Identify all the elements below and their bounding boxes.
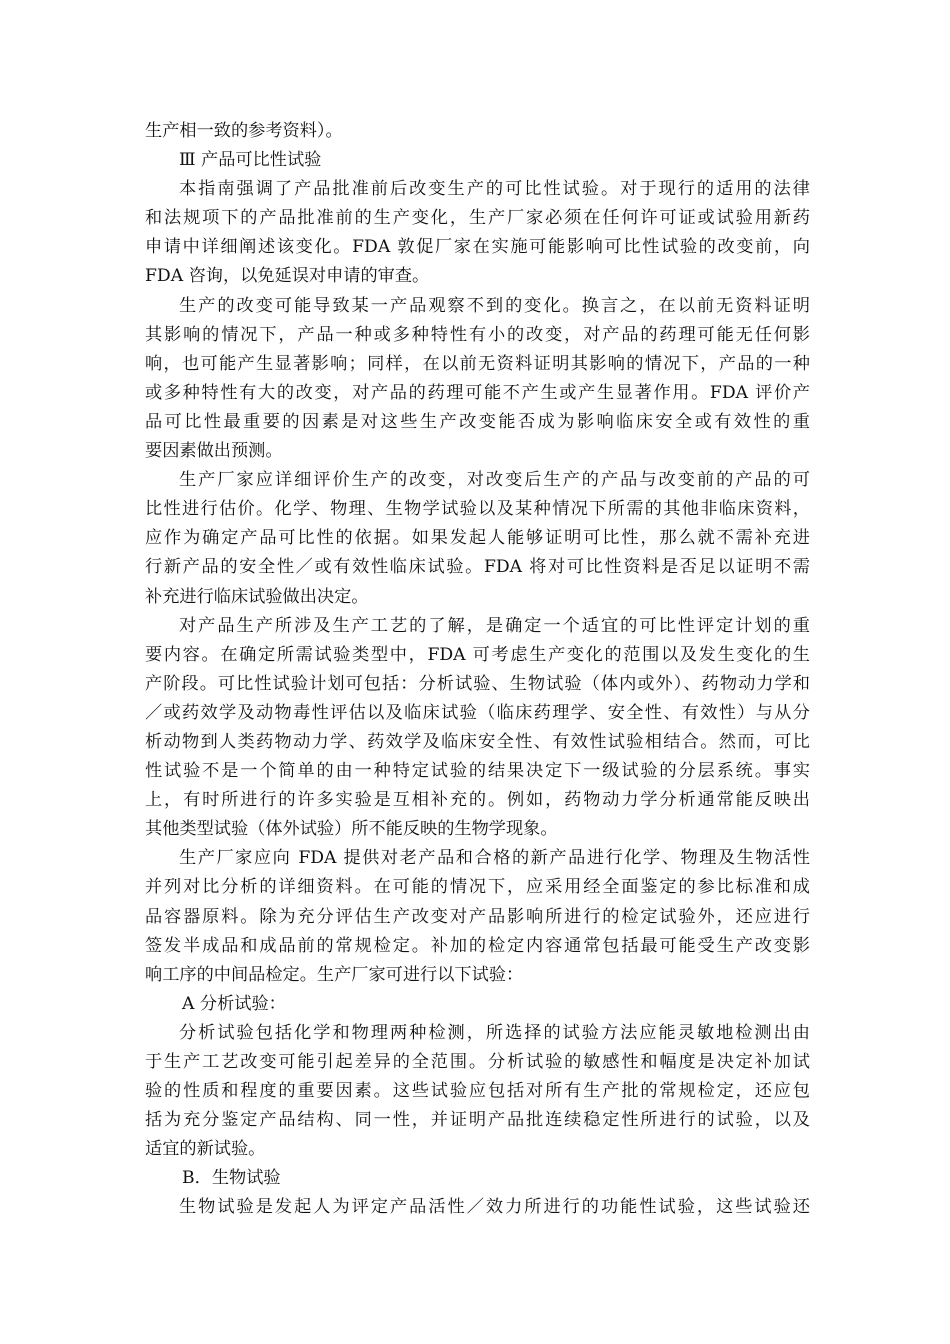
paragraph-line: 括为充分鉴定产品结构、同一性，并证明产品批连续稳定性所进行的试验，以及 <box>145 1110 810 1131</box>
paragraph-line: 其影响的情况下，产品一种或多种特性有小的改变，对产品的药理可能无任何影 <box>145 324 810 345</box>
paragraph-line: 本指南强调了产品批准前后改变生产的可比性试验。对于现行的适用的法律 <box>179 179 810 200</box>
paragraph-line: 补充进行临床试验做出决定。 <box>145 586 369 607</box>
subsection-b-heading: B．生物试验 <box>182 1168 281 1189</box>
paragraph-line: 分析试验包括化学和物理两种检测，所选择的试验方法应能灵敏地检测出由 <box>179 1022 810 1043</box>
paragraph-line: FDA 咨询，以免延误对申请的审查。 <box>145 266 430 287</box>
paragraph-line: 并列对比分析的详细资料。在可能的情况下，应采用经全面鉴定的参比标准和成 <box>145 877 810 898</box>
paragraph-line: 适宜的新试验。 <box>145 1139 266 1160</box>
paragraph-line: 析动物到人类药物动力学、药效学及临床安全性、有效性试验相结合。然而，可比 <box>145 731 810 752</box>
paragraph-4 <box>145 612 810 845</box>
paragraph-line: 于生产工艺改变可能引起差异的全范围。分析试验的敏感性和幅度是决定补加试 <box>145 1052 810 1072</box>
subsection-a-heading: A 分析试验： <box>182 993 286 1014</box>
paragraph-2 <box>145 292 810 467</box>
paragraph-line: 其他类型试验（体外试验）所不能反映的生物学现象。 <box>145 819 558 840</box>
subsection-b-paragraph <box>145 1193 810 1222</box>
document-page <box>145 117 810 1223</box>
paragraph-1 <box>145 175 810 291</box>
paragraph-line: 要内容。在确定所需试验类型中，FDA 可考虑生产变化的范围以及发生变化的生 <box>145 644 810 665</box>
paragraph-line: 性试验不是一个简单的由一种特定试验的结果决定下一级试验的分层系统。事实 <box>145 761 810 782</box>
paragraph-line: 生产的改变可能导致某一产品观察不到的变化。换言之，在以前无资料证明 <box>179 295 810 316</box>
paragraph-line: 生产厂家应详细评价生产的改变，对改变后生产的产品与改变前的产品的可 <box>179 470 810 491</box>
paragraph-line: 要因素做出预测。 <box>145 441 283 462</box>
paragraph-line: 响工序的中间品检定。生产厂家可进行以下试验： <box>145 964 524 985</box>
paragraph-line: 行新产品的安全性／或有效性临床试验。FDA 将对可比性资料是否足以证明不需 <box>145 557 810 578</box>
paragraph-line: 签发半成品和成品前的常规检定。补加的检定内容通常包括最可能受生产改变影 <box>145 935 810 956</box>
paragraph-line: 品可比性最重要的因素是对这些生产改变能否成为影响临床安全或有效性的重 <box>145 411 810 432</box>
paragraph-line: 产阶段。可比性试验计划可包括：分析试验、生物试验（体内或外）、药物动力学和 <box>145 673 810 694</box>
paragraph-line: ／或药效学及动物毒性评估以及临床试验（临床药理学、安全性、有效性）与从分 <box>145 702 810 723</box>
paragraph-line: 对产品生产所涉及生产工艺的了解，是确定一个适宜的可比性评定计划的重 <box>179 615 810 636</box>
paragraph-line: 响，也可能产生显著影响；同样，在以前无资料证明其影响的情况下，产品的一种 <box>145 353 810 374</box>
intro-tail-line: 生产相一致的参考资料）。 <box>145 121 343 141</box>
paragraph-line: 品容器原料。除为充分评估生产改变对产品影响所进行的检定试验外，还应进行 <box>145 906 810 927</box>
subsection-a-paragraph <box>145 1019 810 1164</box>
paragraph-line: 上，有时所进行的许多实验是互相补充的。例如，药物动力学分析通常能反映出 <box>145 790 810 811</box>
paragraph-line: 比性进行估价。化学、物理、生物学试验以及某种情况下所需的其他非临床资料， <box>145 499 810 520</box>
paragraph-line: 生物试验是发起人为评定产品活性／效力所进行的功能性试验，这些试验还 <box>179 1197 810 1218</box>
paragraph-line: 或多种特性有大的改变，对产品的药理可能不产生或产生显著作用。FDA 评价产 <box>145 382 810 403</box>
paragraph-line: 生产厂家应向 FDA 提供对老产品和合格的新产品进行化学、物理及生物活性 <box>179 848 810 869</box>
paragraph-line: 应作为确定产品可比性的依据。如果发起人能够证明可比性，那么就不需补充进 <box>145 528 810 549</box>
paragraph-line: 和法规项下的产品批准前的生产变化，生产厂家必须在任何许可证或试验用新药 <box>145 208 810 229</box>
paragraph-line: 申请中详细阐述该变化。FDA 敦促厂家在实施可能影响可比性试验的改变前，向 <box>145 237 810 258</box>
paragraph-3 <box>145 466 810 611</box>
paragraph-5 <box>145 844 810 989</box>
section-heading: Ⅲ 产品可比性试验 <box>179 150 322 171</box>
paragraph-line: 验的性质和程度的重要因素。这些试验应包括对所有生产批的常规检定，还应包 <box>145 1081 810 1102</box>
